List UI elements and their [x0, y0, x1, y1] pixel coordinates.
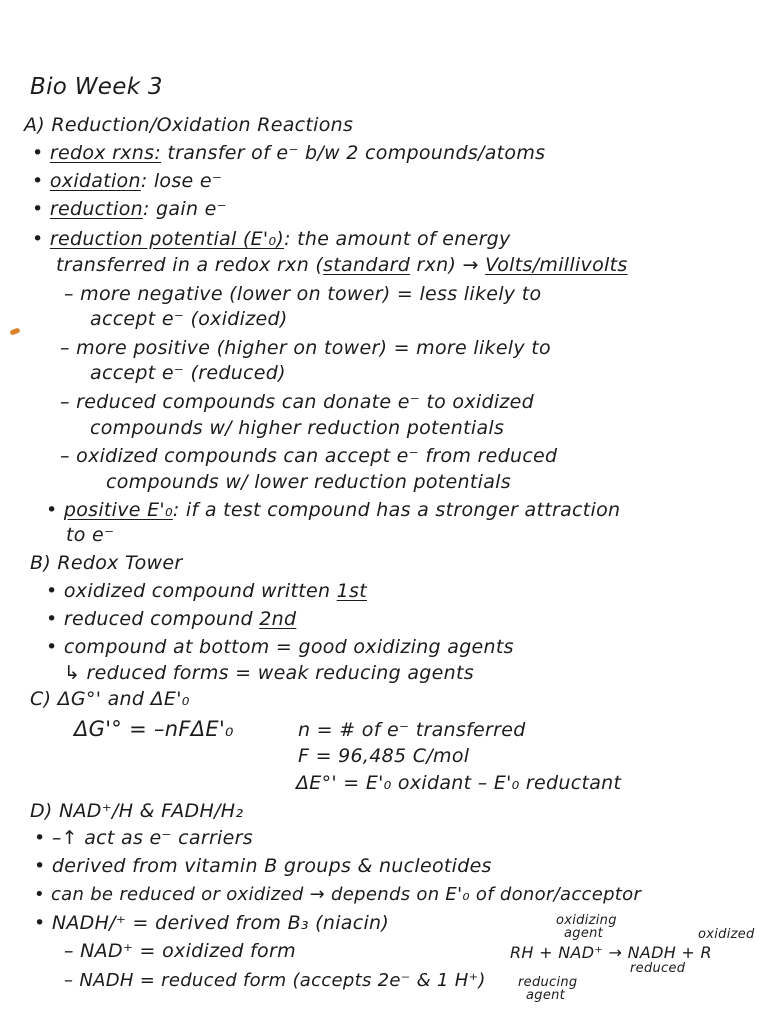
- positive-e-bullet: • positive E'₀: if a test compound has a stronger attraction: [46, 499, 621, 521]
- redox-term: redox rxns:: [49, 142, 162, 164]
- units-word: Volts/millivolts: [485, 254, 628, 276]
- section-b-heading: B) Redox Tower: [30, 552, 183, 574]
- positive-line-2: accept e⁻ (reduced): [90, 362, 286, 384]
- oxidized-line-1: – oxidized compounds can accept e⁻ from reduced: [60, 445, 558, 467]
- section-c-heading: C) ΔG°' and ΔE'₀: [30, 688, 190, 710]
- carrier-bullet-3: • can be reduced or oxidized → depends on E'₀ of donor/acceptor: [34, 884, 642, 905]
- reaction-label-reduced: reduced: [630, 961, 686, 976]
- tower-item-2-text: reduced compound: [63, 608, 260, 630]
- potential-cont-1: transferred in a redox rxn (: [56, 254, 324, 276]
- reaction-equation: RH + NAD⁺ → NADH + R: [510, 943, 712, 962]
- reaction-label-oxidized: oxidized: [698, 927, 755, 942]
- redox-bullet: • redox rxns: transfer of e⁻ b/w 2 compounds/atoms: [32, 142, 546, 164]
- gibbs-equation: ΔG'° = –nFΔE'₀: [74, 717, 234, 741]
- standard-word: standard: [323, 254, 411, 276]
- carrier-bullet-1: • –↑ act as e⁻ carriers: [34, 827, 253, 849]
- negative-line-2: accept e⁻ (oxidized): [90, 308, 288, 330]
- carrier-bullet-4: • NADH/⁺ = derived from B₃ (niacin): [34, 912, 390, 934]
- tower-item-1-text: oxidized compound written: [63, 580, 337, 602]
- page-title: Bio Week 3: [30, 74, 163, 100]
- tower-item-1: • oxidized compound written 1st: [46, 580, 368, 602]
- reaction-label-agent: agent: [564, 926, 604, 941]
- n-definition: n = # of e⁻ transferred: [298, 719, 526, 741]
- potential-cont-2: rxn) →: [410, 254, 486, 276]
- potential-definition: : the amount of energy: [284, 228, 511, 250]
- redox-definition: transfer of e⁻ b/w 2 compounds/atoms: [167, 142, 546, 164]
- nadh-reduced-line: – NADH = reduced form (accepts 2e⁻ & 1 H⁺): [64, 970, 486, 991]
- carrier-bullet-4-text: NADH/⁺ = derived from B₃ (niacin): [51, 912, 390, 934]
- positive-e-term: positive E'₀: [63, 499, 173, 521]
- oxidation-definition: : lose e⁻: [140, 170, 223, 192]
- tower-item-3-sub: ↳ reduced forms = weak reducing agents: [64, 662, 474, 684]
- carrier-bullet-1-text: –↑ act as e⁻ carriers: [51, 827, 253, 849]
- tower-item-2-second: 2nd: [259, 608, 297, 630]
- reduced-line-2: compounds w/ higher reduction potentials: [90, 417, 505, 439]
- potential-bullet: • reduction potential (E'₀): the amount of energy: [32, 228, 511, 250]
- faraday-definition: F = 96,485 C/mol: [298, 745, 470, 767]
- nad-oxidized-line: – NAD⁺ = oxidized form: [64, 940, 296, 962]
- section-d-heading: D) NAD⁺/H & FADH/H₂: [30, 800, 244, 822]
- oxidation-bullet: • oxidation: lose e⁻: [32, 170, 223, 192]
- positive-e-definition: : if a test compound has a stronger attraction: [172, 499, 621, 521]
- tower-item-3-text: compound at bottom = good oxidizing agents: [63, 636, 514, 658]
- oxidized-line-2: compounds w/ lower reduction potentials: [106, 471, 511, 493]
- carrier-bullet-3-text: can be reduced or oxidized → depends on E'₀ of donor/acceptor: [50, 884, 642, 905]
- carrier-bullet-2-text: derived from vitamin B groups & nucleotides: [51, 855, 492, 877]
- tower-item-1-first: 1st: [336, 580, 368, 602]
- negative-line-1: – more negative (lower on tower) = less likely to: [64, 283, 542, 305]
- section-a-heading: A) Reduction/Oxidation Reactions: [24, 114, 354, 136]
- positive-line-1: – more positive (higher on tower) = more likely to: [60, 337, 551, 359]
- potential-continuation: [56, 254, 628, 276]
- potential-term: reduction potential (E'₀): [49, 228, 285, 250]
- reaction-label-agent-2: agent: [526, 988, 566, 1003]
- tower-item-3: • compound at bottom = good oxidizing agents: [46, 636, 514, 658]
- carrier-bullet-2: • derived from vitamin B groups & nucleotides: [34, 855, 492, 877]
- reduction-bullet: • reduction: gain e⁻: [32, 198, 227, 220]
- tower-item-2: • reduced compound 2nd: [46, 608, 297, 630]
- reduced-line-1: – reduced compounds can donate e⁻ to oxidized: [60, 391, 535, 413]
- delta-e-definition: ΔE°' = E'₀ oxidant – E'₀ reductant: [296, 772, 622, 794]
- reduction-term: reduction: [49, 198, 144, 220]
- reaction-label-reducing: reducing: [518, 975, 578, 990]
- reduction-definition: : gain e⁻: [143, 198, 227, 220]
- reaction-label-oxidizing: oxidizing: [556, 913, 617, 928]
- ink-smudge: [9, 327, 20, 335]
- oxidation-term: oxidation: [49, 170, 141, 192]
- positive-e-continuation: to e⁻: [66, 524, 115, 546]
